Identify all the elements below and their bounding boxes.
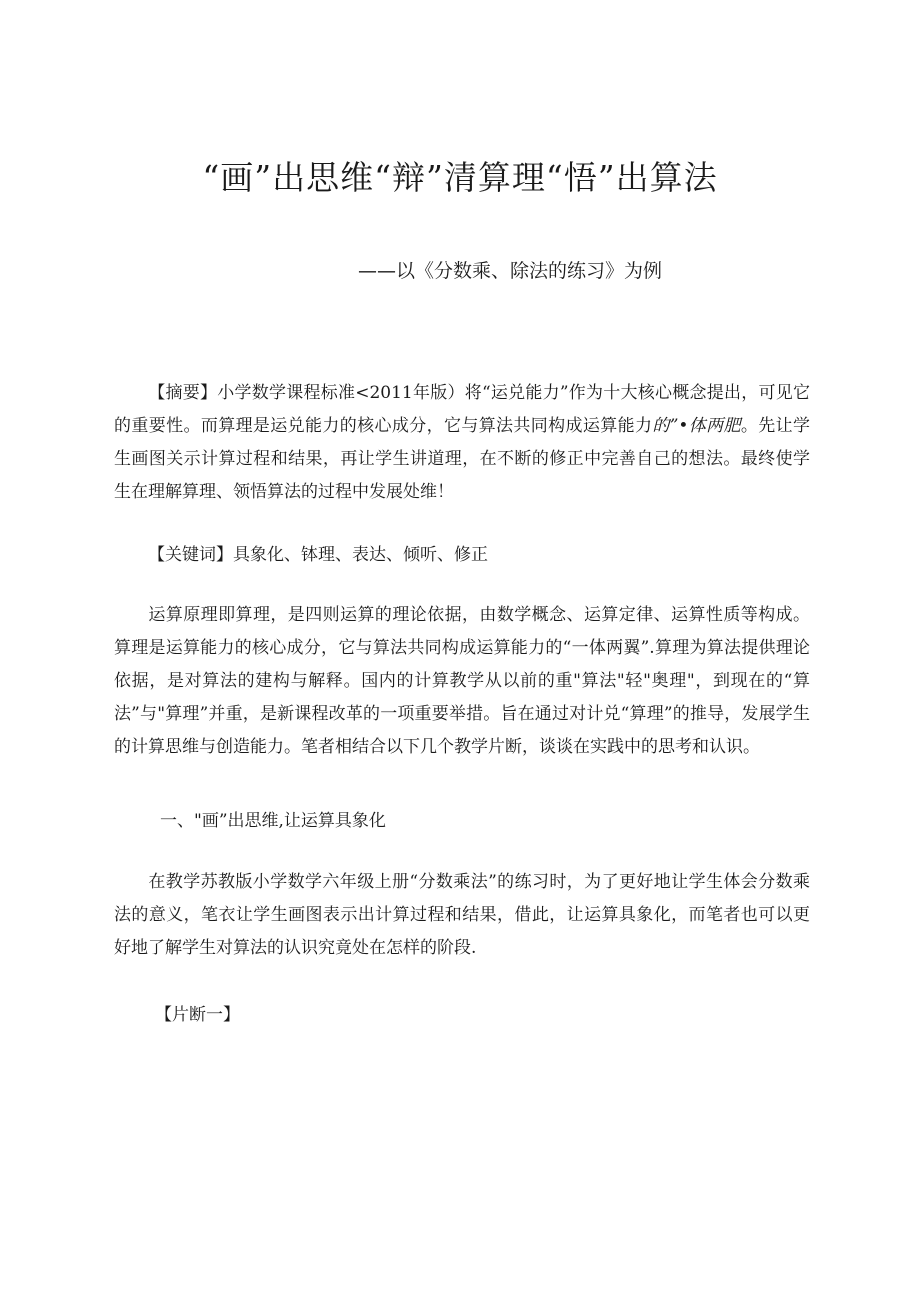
document-subtitle [0,260,920,283]
fragment-label: 【片断一】 [155,1005,240,1025]
body-paragraph-1-text: 运算原理即算理，是四则运算的理论依据，由数学概念、运算定律、运算性质等构成。算理是运算能力的核心成分，它与算法共同构成运算能力的“一体两翼”.算理为算法提供理论依据，是对算法的建构与解释。国内的计算教学从以前的重"算法"轻"奥理"，到现在的“算法”与"算理”并重，是新课程改革的一项重要举措。旨在通过对计兑“算理”的推导，发展学生的计算思维与创造能力。笔者相结合以下几个教学片断，谈谈在实践中的思考和认识。 [114,605,810,757]
subtitle-text: ——以《分数乘、除法的练习》为例 [357,260,662,282]
abstract-text: 【摘要】小学数学课程标准<2011年版）将“运兑能力”作为十大核心概念提出，可见它的重要性。而算理是运兑能力的核心成分，它与算法共同构成运算能力 [114,383,810,436]
document-title: “画”出思维“辩”清算理“悟”出算法 [202,158,718,197]
section-heading-1: 一、"画”出思维,让运算具象化 [160,811,386,831]
abstract-text-end: 。先让学生画图关示计算过程和结果，再让学生讲道理，在不断的修正中完善自己的想法。最终使学生在理解算理、领悟算法的过程中发展处维！ [114,416,811,502]
body-paragraph-2-text: 在教学苏教版小学数学六年级上册“分数乘法”的练习时，为了更好地让学生体会分数乘法的意义，笔衣让学生画图表示出计算过程和结果，借此，让运算具象化，而笔者也可以更好地了解学生对算法的认识究竟处在怎样的阶段. [114,872,810,958]
keywords-text: 【关键词】具象化、钵理、表达、倾听、修正 [148,545,488,565]
body-paragraph-2 [114,866,810,965]
abstract-paragraph [114,377,810,509]
keywords-paragraph [114,539,810,572]
body-paragraph-1 [114,599,810,764]
abstract-italic-text: 的”•体两肥 [652,416,741,436]
